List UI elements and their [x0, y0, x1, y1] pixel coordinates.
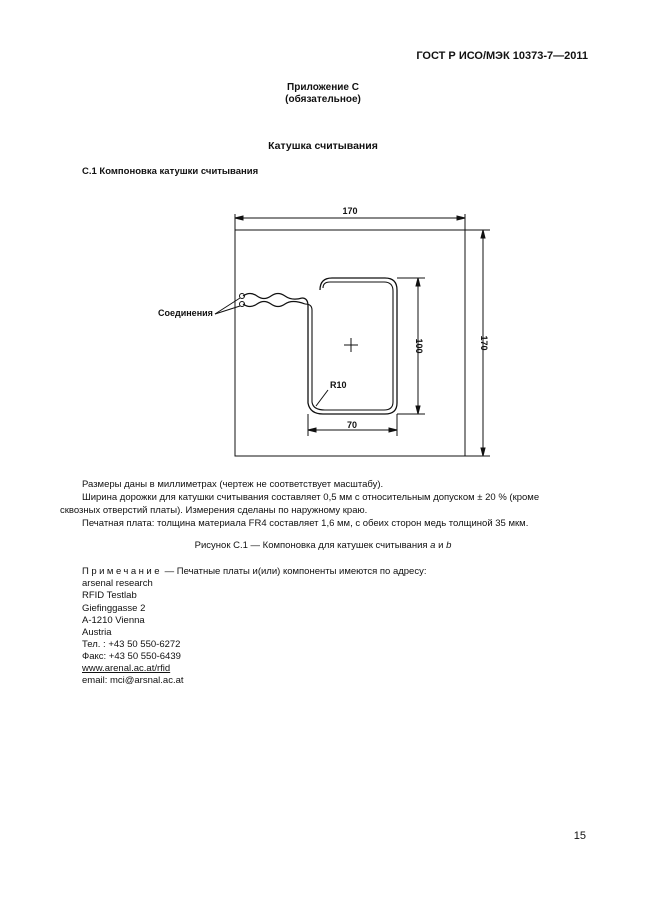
figure-caption: Рисунок С.1 — Компоновка для катушек считывания a и b [194, 540, 452, 551]
paragraph-dimensions: Размеры даны в миллиметрах (чертеж не соответствует масштабу). [82, 479, 384, 490]
connections-label: Соединения [158, 308, 213, 318]
website-link[interactable]: www.arenal.ac.at/rfid [82, 663, 171, 674]
radius-label: R10 [330, 380, 347, 390]
dim-outer-height-label: 170 [479, 335, 489, 351]
note-heading: Примечание — Печатные платы и(или) компоненты имеются по адресу: [82, 566, 427, 577]
document-header: ГОСТ Р ИСО/МЭК 10373-7—2011 [416, 50, 588, 62]
appendix-subtitle: (обязательное) [285, 94, 361, 105]
twisted-lead-1 [243, 294, 302, 300]
note-address-line: RFID Testlab [82, 590, 137, 601]
appendix-title: Приложение С [287, 82, 359, 93]
coil-trace-outer [302, 278, 397, 414]
subsection-title: С.1 Компоновка катушки считывания [82, 166, 259, 177]
coil-layout-drawing [140, 200, 500, 468]
note-address-line: A-1210 Vienna [82, 615, 145, 626]
note-address-line: Austria [82, 627, 112, 638]
twisted-lead-2 [243, 302, 305, 307]
note-address-line: Giefinggasse 2 [82, 603, 146, 614]
section-title: Катушка считывания [268, 140, 378, 152]
note-email: email: mci@arsnal.ac.at [82, 675, 184, 686]
note-phone: Тел. : +43 50 550-6272 [82, 639, 181, 650]
paragraph-track-width-1: Ширина дорожки для катушки считывания составляет 0,5 мм с относительным допуском ± 20 % (кроме [82, 492, 540, 503]
paragraph-pcb: Печатная плата: толщина материала FR4 составляет 1,6 мм, с обеих сторон медь толщиной 35 мкм. [82, 518, 529, 529]
dim-inner-width-label: 70 [346, 420, 358, 430]
dim-outer-width-label: 170 [342, 206, 358, 216]
coil-trace-inner [305, 282, 393, 410]
note-label: Примечание [82, 566, 162, 577]
page-number: 15 [573, 830, 586, 842]
dim-inner-height-label: 100 [414, 338, 424, 354]
paragraph-track-width-2: сквозных отверстий платы). Измерения сделаны по наружному краю. [60, 505, 368, 516]
note-fax: Факс: +43 50 550-6439 [82, 651, 181, 662]
note-address-line: arsenal research [82, 578, 153, 589]
